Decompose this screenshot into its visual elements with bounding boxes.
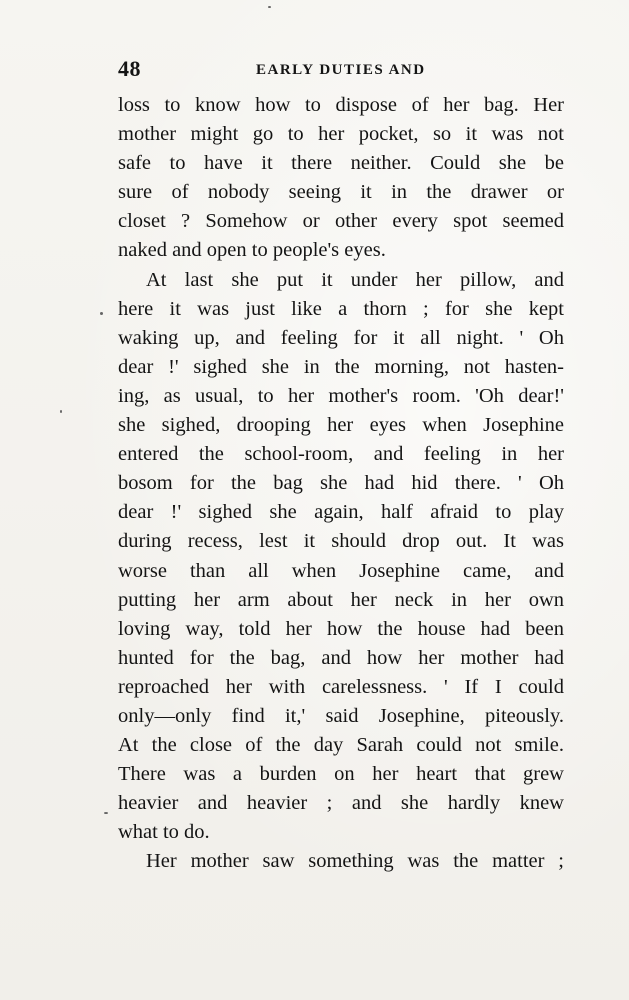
body-text xyxy=(118,91,564,877)
page-number: 48 xyxy=(118,56,141,81)
text-line: There was a burden on her heart that grew xyxy=(118,763,564,786)
text-line: dear !' sighed she in the morning, not hasten- xyxy=(118,355,564,378)
text-line: sure of nobody seeing it in the drawer or xyxy=(118,181,564,204)
text-line: only—only find it,' said Josephine, piteously. xyxy=(118,704,564,727)
text-line: loving way, told her how the house had been xyxy=(118,617,564,640)
text-line: she sighed, drooping her eyes when Josephine xyxy=(118,414,564,437)
text-line: loss to know how to dispose of her bag. Her xyxy=(118,94,564,116)
print-speck xyxy=(268,6,271,8)
text-line: naked and open to people's eyes. xyxy=(118,239,386,262)
text-line: hunted for the bag, and how her mother had xyxy=(118,646,564,669)
page-header xyxy=(118,56,564,86)
text-line: here it was just like a thorn ; for she kept xyxy=(118,297,564,320)
text-line: ing, as usual, to her mother's room. 'Oh dear!' xyxy=(118,384,564,407)
text-line: entered the school-room, and feeling in her xyxy=(118,443,564,466)
print-speck xyxy=(100,312,103,315)
text-line: what to do. xyxy=(118,821,210,844)
text-line: dear !' sighed she again, half afraid to play xyxy=(118,501,564,524)
text-line: putting her arm about her neck in her own xyxy=(118,588,564,611)
print-speck xyxy=(60,410,62,413)
text-line: mother might go to her pocket, so it was not xyxy=(118,123,564,146)
text-line: safe to have it there neither. Could she be xyxy=(118,152,564,175)
text-line: bosom for the bag she had hid there. ' Oh xyxy=(118,472,564,495)
text-line: Her mother saw something was the matter ; xyxy=(146,850,564,873)
text-line: during recess, lest it should drop out. It was xyxy=(118,530,564,553)
text-line: closet ? Somehow or other every spot seemed xyxy=(118,210,564,233)
text-line: At the close of the day Sarah could not smile. xyxy=(118,734,564,757)
print-speck xyxy=(104,812,108,814)
text-line: heavier and heavier ; and she hardly knew xyxy=(118,792,564,815)
running-head: EARLY DUTIES AND xyxy=(256,62,426,78)
text-line: reproached her with carelessness. ' If I could xyxy=(118,675,564,698)
text-line: waking up, and feeling for it all night. ' Oh xyxy=(118,326,564,349)
text-line: At last she put it under her pillow, and xyxy=(146,268,564,291)
text-line: worse than all when Josephine came, and xyxy=(118,559,564,582)
